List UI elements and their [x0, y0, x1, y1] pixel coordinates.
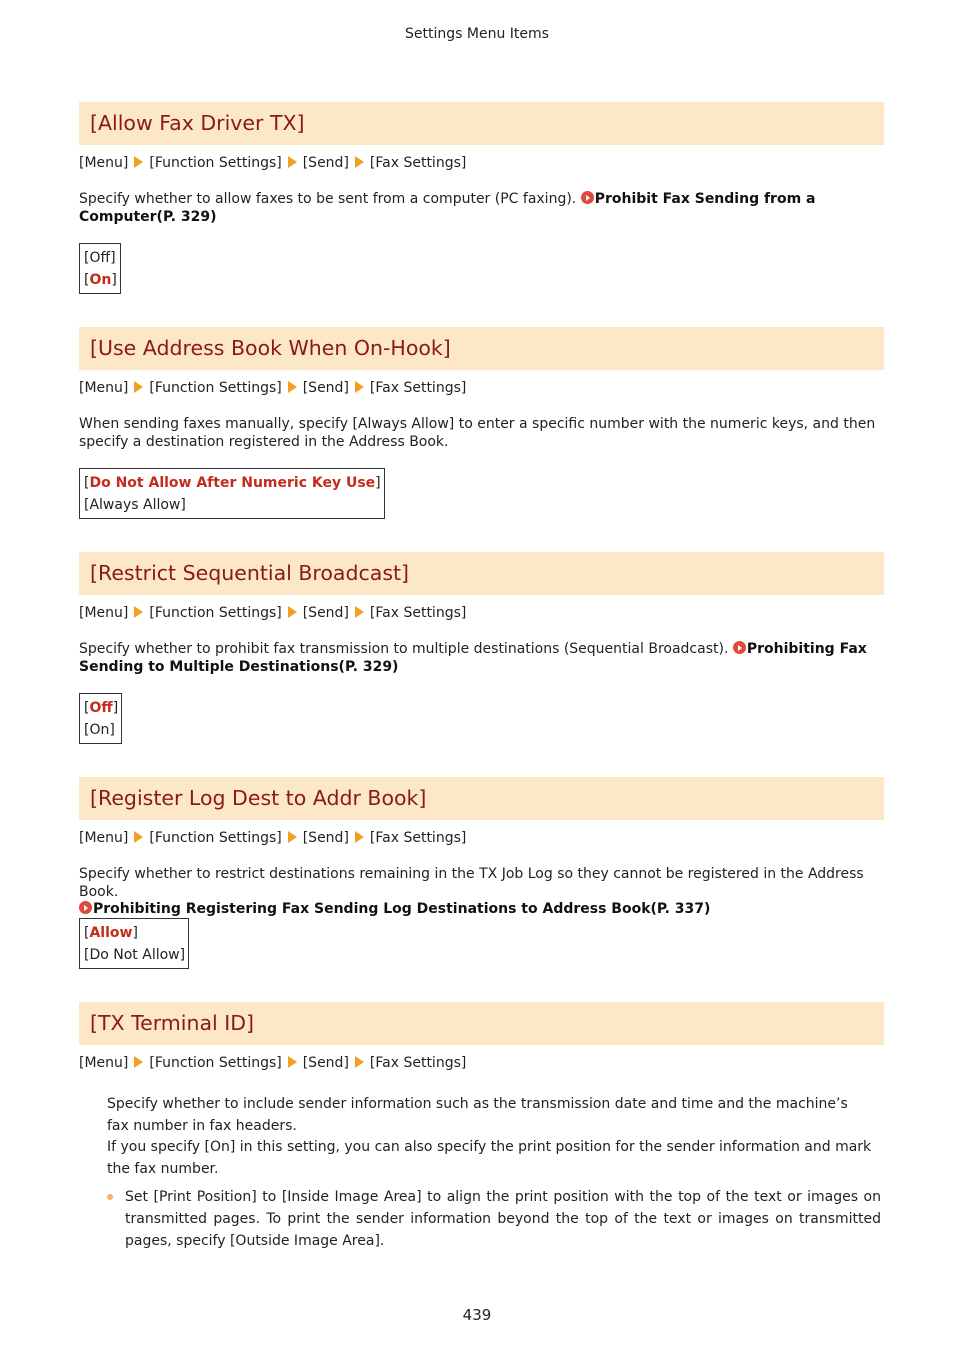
path-fax-settings: [Fax Settings] — [369, 380, 467, 396]
path-function-settings: [Function Settings] — [149, 155, 282, 171]
option-off: [Off] — [84, 700, 119, 716]
section-title-register-log-dest: [Register Log Dest to Addr Book] — [79, 777, 884, 820]
menu-path — [79, 155, 466, 171]
cross-reference-link[interactable]: Prohibiting Fax Sending to Multiple Destinations(P. 329) — [79, 641, 867, 675]
menu-path — [79, 1055, 466, 1071]
path-send: [Send] — [302, 155, 349, 171]
section-title-tx-terminal-id: [TX Terminal ID] — [79, 1002, 884, 1045]
section-description — [79, 641, 884, 676]
options-box — [79, 918, 189, 969]
path-arrow-icon — [288, 606, 297, 618]
path-menu: [Menu] — [79, 155, 129, 171]
path-menu: [Menu] — [79, 830, 129, 846]
options-box — [79, 243, 121, 294]
section-description: When sending faxes manually, specify [Always Allow] to enter a specific number with the numeric keys, and then specify a destination registered in the Address Book. — [79, 416, 876, 450]
path-arrow-icon — [134, 156, 143, 168]
menu-path — [79, 605, 466, 621]
path-function-settings: [Function Settings] — [149, 380, 282, 396]
section-title-use-address-book: [Use Address Book When On-Hook] — [79, 327, 884, 370]
section-description — [79, 191, 884, 226]
path-send: [Send] — [302, 380, 349, 396]
path-menu: [Menu] — [79, 605, 129, 621]
cross-reference-link[interactable]: Prohibiting Registering Fax Sending Log Destinations to Address Book(P. 337) — [93, 901, 711, 917]
path-arrow-icon — [288, 381, 297, 393]
menu-path — [79, 380, 466, 396]
path-fax-settings: [Fax Settings] — [369, 605, 467, 621]
option-on: [On] — [84, 272, 117, 288]
page-header: Settings Menu Items — [405, 26, 549, 42]
option-off: [Off] — [84, 250, 116, 266]
option-on: [On] — [84, 722, 115, 738]
path-arrow-icon — [134, 381, 143, 393]
path-fax-settings: [Fax Settings] — [369, 155, 467, 171]
option-always-allow: [Always Allow] — [84, 497, 186, 513]
options-box — [79, 693, 122, 744]
description-text: Specify whether to prohibit fax transmission to multiple destinations (Sequential Broadcast). — [79, 641, 729, 657]
menu-path — [79, 830, 466, 846]
path-arrow-icon — [288, 156, 297, 168]
option-label-default: Do Not Allow After Numeric Key Use — [89, 475, 376, 491]
path-function-settings: [Function Settings] — [149, 1055, 282, 1071]
path-arrow-icon — [355, 831, 364, 843]
cross-reference-link[interactable]: Prohibit Fax Sending from a Computer(P. 329) — [79, 191, 816, 225]
bullet-item — [107, 1186, 881, 1252]
option-label-default: On — [89, 272, 112, 288]
path-fax-settings: [Fax Settings] — [369, 830, 467, 846]
path-arrow-icon — [288, 831, 297, 843]
page-number: 439 — [462, 1306, 492, 1324]
section-title-allow-fax-driver-tx: [Allow Fax Driver TX] — [79, 102, 884, 145]
body-paragraph: If you specify [On] in this setting, you can also specify the print position for the sender information and mark the fax number. — [107, 1139, 872, 1177]
path-arrow-icon — [134, 606, 143, 618]
path-send: [Send] — [302, 830, 349, 846]
options-box — [79, 468, 385, 519]
bullet-text: Set [Print Position] to [Inside Image Area] to align the print position with the top of the text or images on transmitted pages. To print the sender information beyond the top of the text or images on transmitted pages, specify [Outside Image Area]. — [125, 1189, 881, 1249]
path-arrow-icon — [134, 831, 143, 843]
path-function-settings: [Function Settings] — [149, 830, 282, 846]
path-arrow-icon — [355, 606, 364, 618]
option-label: Always Allow — [89, 497, 181, 513]
description-text: Specify whether to restrict destinations remaining in the TX Job Log so they cannot be registered in the Address Book. — [79, 866, 864, 900]
option-do-not-allow: [Do Not Allow After Numeric Key Use] — [84, 475, 381, 491]
section-title-restrict-sequential-broadcast: [Restrict Sequential Broadcast] — [79, 552, 884, 595]
path-menu: [Menu] — [79, 380, 129, 396]
path-arrow-icon — [355, 156, 364, 168]
link-arrow-icon[interactable] — [581, 191, 594, 204]
path-fax-settings: [Fax Settings] — [369, 1055, 467, 1071]
option-do-not-allow: [Do Not Allow] — [84, 947, 186, 963]
path-send: [Send] — [302, 605, 349, 621]
path-arrow-icon — [355, 381, 364, 393]
path-arrow-icon — [355, 1056, 364, 1068]
bullet-icon — [107, 1194, 113, 1200]
path-arrow-icon — [288, 1056, 297, 1068]
path-arrow-icon — [134, 1056, 143, 1068]
option-label-default: Off — [89, 700, 113, 716]
link-arrow-icon[interactable] — [733, 641, 746, 654]
option-label-default: Allow — [89, 925, 133, 941]
option-label: Do Not Allow — [89, 947, 180, 963]
section-description — [79, 866, 884, 919]
path-send: [Send] — [302, 1055, 349, 1071]
path-function-settings: [Function Settings] — [149, 605, 282, 621]
option-label: Off — [89, 250, 111, 266]
link-arrow-icon[interactable] — [79, 901, 92, 914]
option-allow: [Allow] — [84, 925, 138, 941]
path-menu: [Menu] — [79, 1055, 129, 1071]
option-label: On — [89, 722, 110, 738]
body-paragraph: Specify whether to include sender information such as the transmission date and time and the machine’s fax number in fax headers. — [107, 1096, 848, 1134]
description-text: Specify whether to allow faxes to be sent from a computer (PC faxing). — [79, 191, 577, 207]
